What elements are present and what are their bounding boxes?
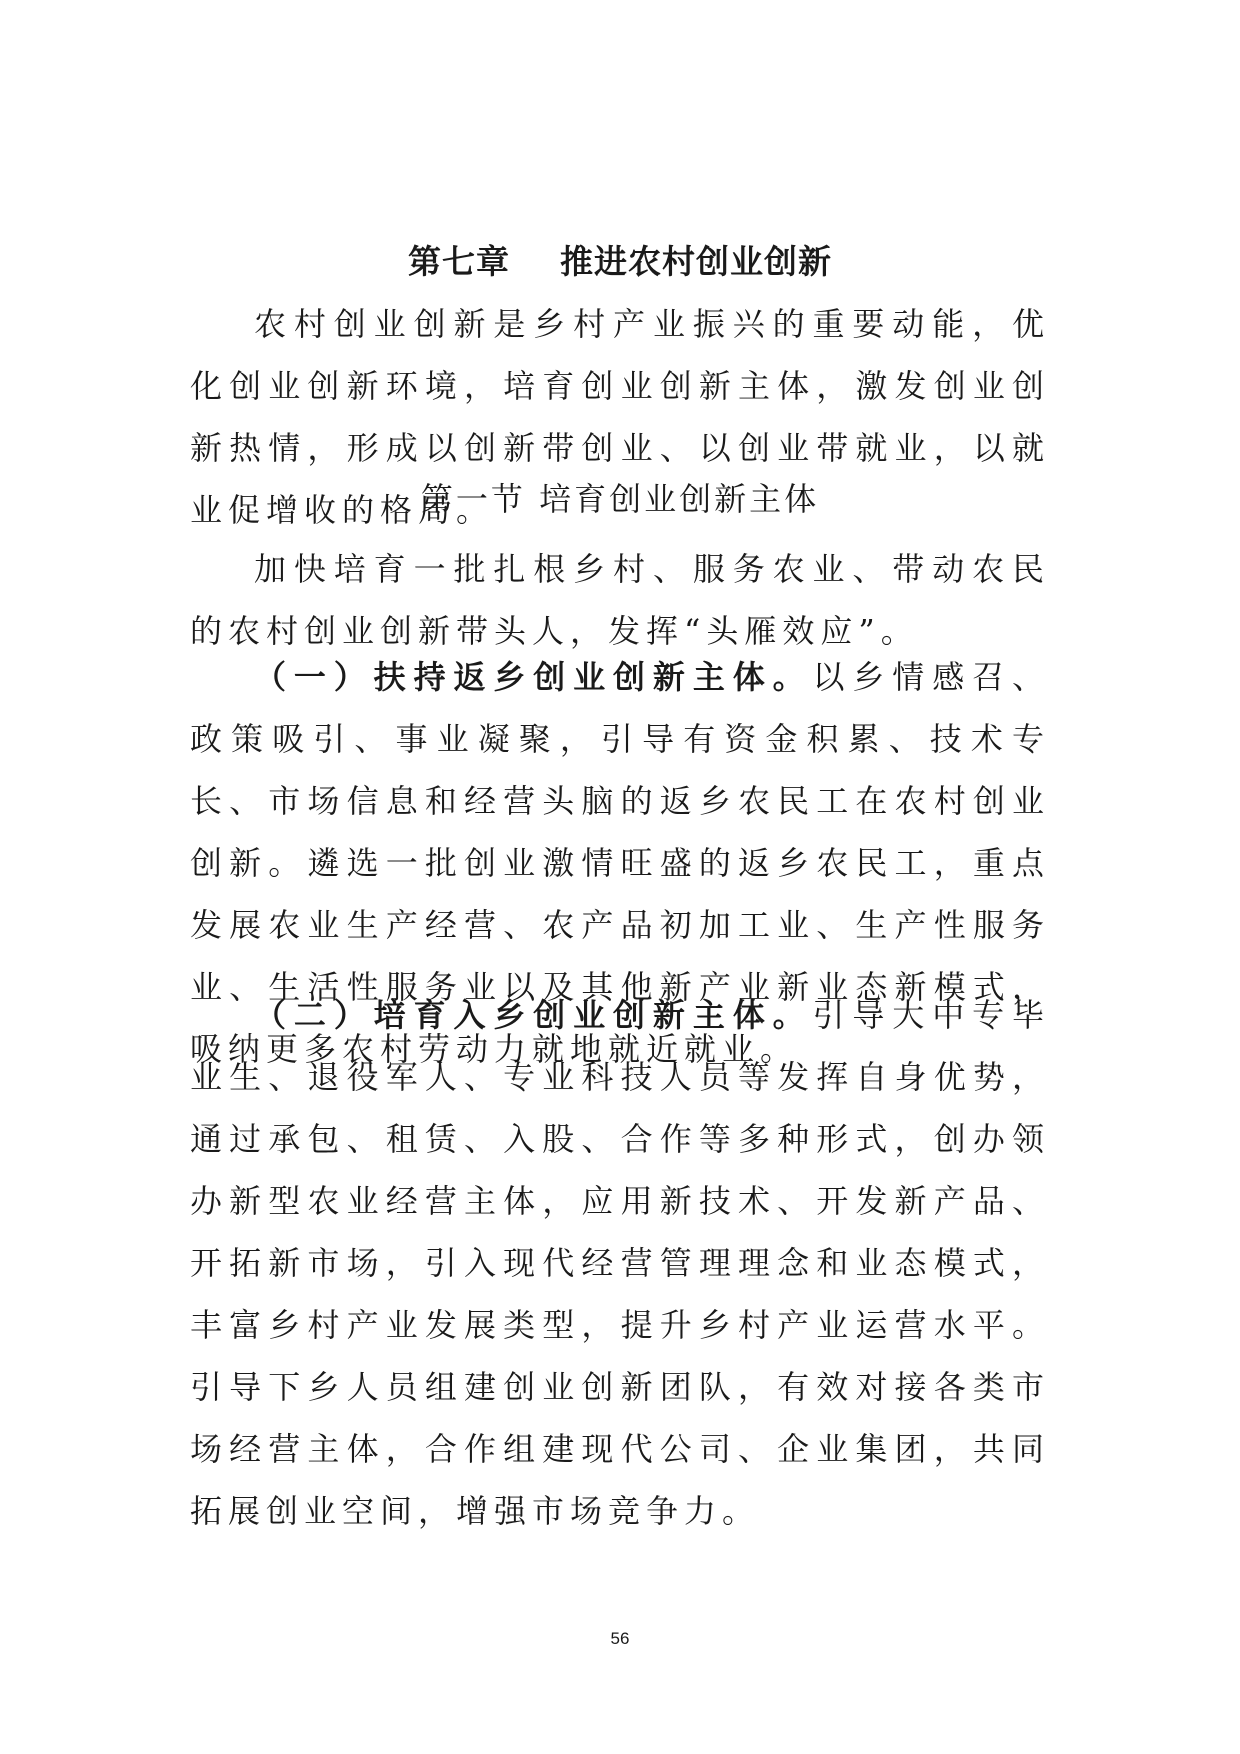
item-paragraph-2 — [190, 984, 1050, 1542]
item-lead-1: （一）扶持返乡创业创新主体。 — [254, 658, 813, 696]
chapter-title: 第七章 推进农村创业创新 — [408, 242, 832, 281]
page-number: 56 — [610, 1629, 630, 1648]
item-text-1: 以乡情感召、政策吸引、事业凝聚，引导有资金积累、技术专长、市场信息和经营头脑的返乡农民工在农村创业创新。遴选一批创业激情旺盛的返乡农民工，重点发展农业生产经营、农产品初加工业、生产性服务业、生活性服务业以及其他新产业新业态新模式，吸纳更多农村劳动力就地就近就业。 — [190, 658, 1050, 1068]
intro-paragraph: 农村创业创新是乡村产业振兴的重要动能，优化创业创新环境，培育创业创新主体，激发创业创新热情，形成以创新带创业、以创业带就业，以就业促增收的格局。 — [190, 305, 1050, 529]
section-intro-paragraph: 加快培育一批扎根乡村、服务农业、带动农民的农村创业创新带头人，发挥“头雁效应”。 — [190, 550, 1050, 650]
item-lead-2: （二）培育入乡创业创新主体。 — [254, 996, 813, 1034]
item-text-2: 引导大中专毕业生、退役军人、专业科技人员等发挥自身优势，通过承包、租赁、入股、合作等多种形式，创办领办新型农业经营主体，应用新技术、开发新产品、开拓新市场，引入现代经营管理理念和业态模式，丰富乡村产业发展类型，提升乡村产业运营水平。引导下乡人员组建创业创新团队，有效对接各类市场经营主体，合作组建现代公司、企业集团，共同拓展创业空间，增强市场竞争力。 — [190, 996, 1050, 1530]
section-title: 第一节 培育创业创新主体 — [420, 480, 820, 518]
